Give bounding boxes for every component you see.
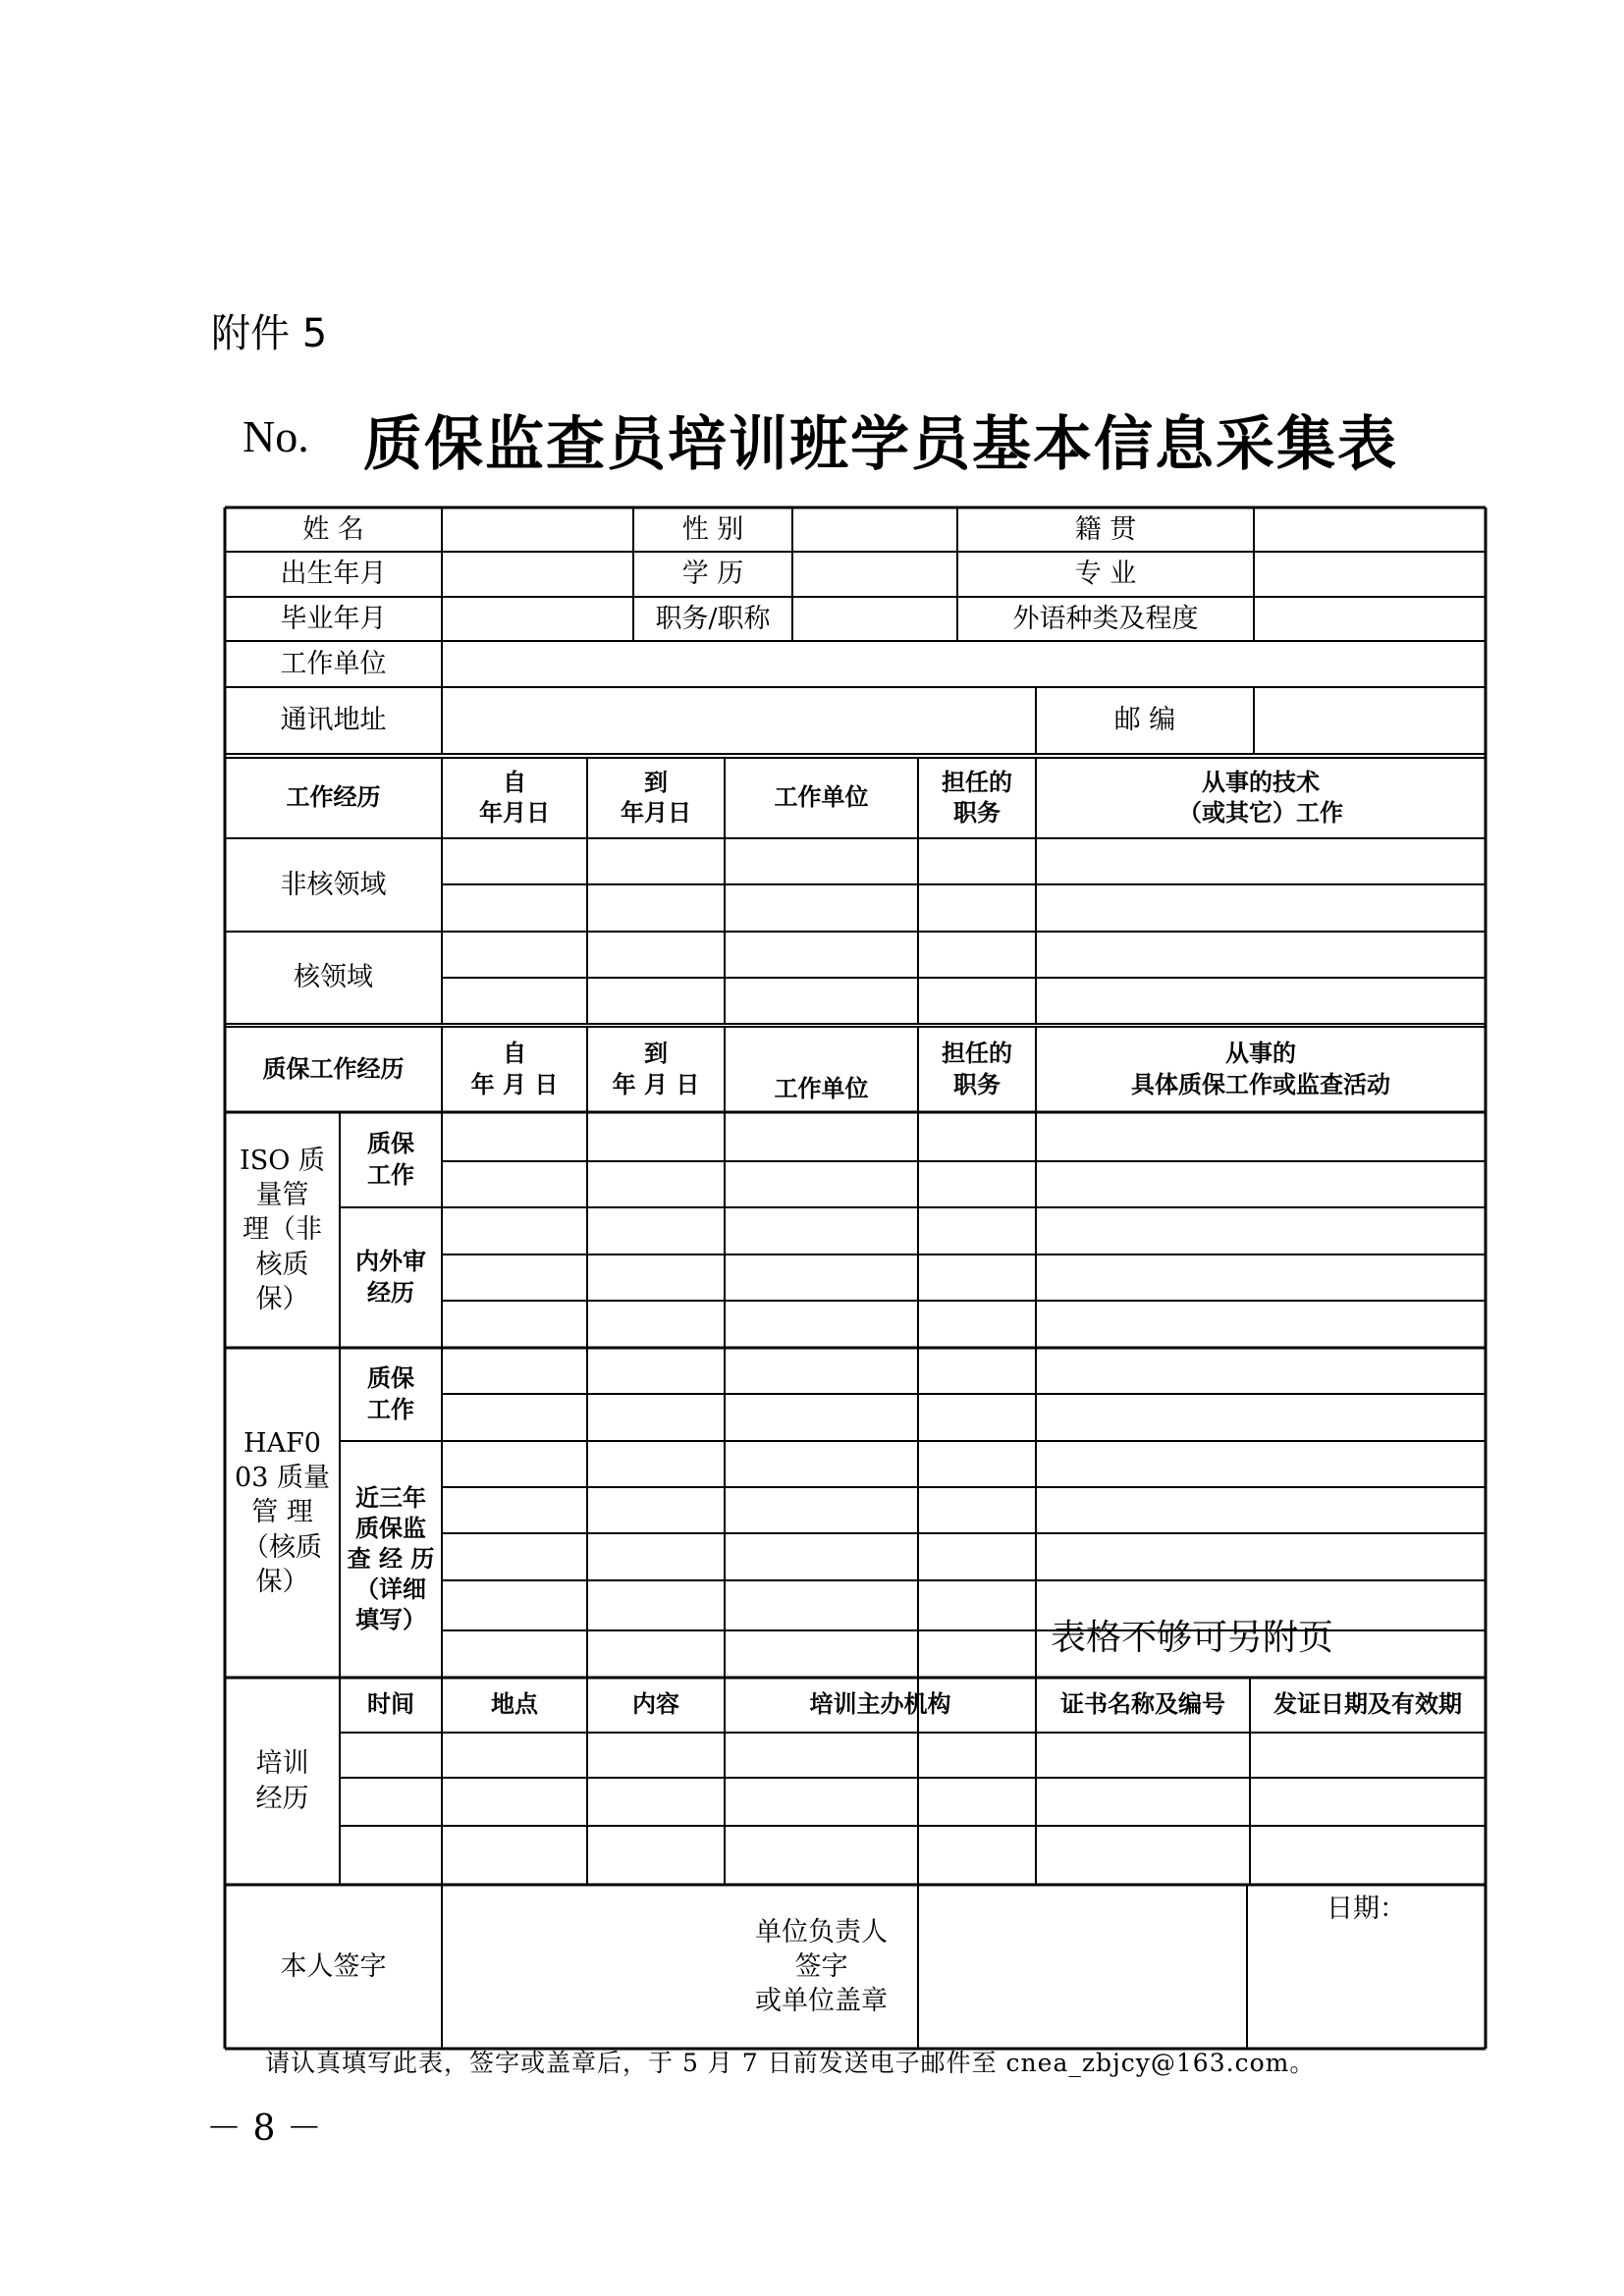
label-foreign-language: 外语种类及程度 — [1012, 603, 1199, 634]
cell-line: 保） — [255, 1283, 309, 1314]
work-tech-header — [1036, 758, 1486, 838]
training-content-header: 内容 — [632, 1690, 679, 1719]
cell-line: 理（非 — [243, 1214, 322, 1246]
cell-line: 质保监 — [355, 1514, 426, 1542]
training-place-header: 地点 — [491, 1690, 538, 1719]
sign-date-field[interactable] — [1247, 1934, 1486, 2049]
cell-line: 自 — [503, 768, 526, 796]
cell-line: 年月日 — [621, 799, 691, 827]
label-graduation-date: 毕业年月 — [280, 603, 387, 634]
cell-line: 担任的 — [942, 768, 1012, 796]
label-training-history — [225, 1678, 340, 1885]
label-native-place: 籍 贯 — [1074, 513, 1137, 545]
label-self-signature: 本人签字 — [280, 1950, 387, 1982]
work-unit-header: 工作单位 — [774, 783, 869, 812]
qa-role-header — [918, 1027, 1036, 1112]
cell-line: 职务 — [953, 1070, 1001, 1098]
cell-line: （核质 — [243, 1531, 322, 1563]
cell-line: 核质 — [255, 1249, 309, 1280]
label-haf003-quality-management — [225, 1348, 340, 1678]
attach-pages-note: 表格不够可另附页 — [1051, 1618, 1334, 1658]
cell-line: 具体质保工作或监查活动 — [1131, 1070, 1390, 1098]
cell-line: 近三年 — [355, 1483, 426, 1512]
cell-line: 量管 — [255, 1180, 309, 1211]
cell-line: 年月日 — [479, 799, 550, 827]
qa-activity-header — [1036, 1027, 1486, 1112]
label-name: 姓 名 — [302, 513, 364, 545]
cell-line: （或其它）工作 — [1178, 799, 1343, 827]
address-field[interactable] — [442, 687, 1036, 754]
form-title: 质保监查员培训班学员基本信息采集表 — [363, 410, 1398, 479]
cell-line: 或单位盖章 — [755, 1986, 888, 2017]
cell-line: 质保 — [367, 1130, 414, 1158]
cell-line: 工作 — [367, 1395, 414, 1423]
label-position-title: 职务/职称 — [655, 603, 771, 634]
label-employer: 工作单位 — [280, 648, 387, 679]
cell-line: 查 经 历 — [347, 1544, 435, 1573]
cell-line: 经历 — [367, 1278, 414, 1307]
label-gender: 性 别 — [681, 513, 744, 545]
cell-line: 管 理 — [251, 1497, 313, 1528]
work-role-header — [918, 758, 1036, 838]
label-iso-quality-management — [225, 1112, 340, 1348]
label-haf-qa-work — [340, 1348, 442, 1441]
cell-line: 担任的 — [942, 1040, 1012, 1068]
cell-line: （详细 — [355, 1575, 426, 1604]
qa-from-header — [442, 1027, 587, 1112]
label-unit-leader-signature — [725, 1885, 918, 2049]
self-signature-field[interactable] — [442, 1885, 725, 2049]
work-history-header: 工作经历 — [286, 783, 381, 812]
label-iso-qa-work — [340, 1112, 442, 1207]
label-nuclear-field: 核领域 — [294, 962, 373, 993]
cell-line: 经历 — [255, 1783, 309, 1814]
cell-line: 职务 — [953, 799, 1001, 827]
position-field[interactable] — [792, 597, 957, 641]
label-non-nuclear-field: 非核领域 — [280, 869, 387, 900]
native-place-field[interactable] — [1254, 507, 1486, 552]
major-field[interactable] — [1254, 552, 1486, 597]
label-address: 通讯地址 — [280, 705, 387, 736]
training-time-header: 时间 — [367, 1690, 414, 1719]
cell-line: 年 月 日 — [612, 1070, 700, 1098]
education-field[interactable] — [792, 552, 957, 597]
training-organizer-header: 培训主办机构 — [809, 1690, 951, 1719]
label-major: 专 业 — [1074, 559, 1137, 590]
cell-line: 到 — [644, 1040, 668, 1068]
gender-field[interactable] — [792, 507, 957, 552]
language-field[interactable] — [1254, 597, 1486, 641]
cell-line: ISO 质 — [240, 1146, 325, 1177]
cell-line: 内外审 — [355, 1248, 426, 1276]
label-sign-date: 日期： — [1326, 1894, 1406, 1925]
postcode-field[interactable] — [1254, 687, 1486, 754]
form-number-label: No. — [243, 411, 309, 461]
graduation-field[interactable] — [442, 597, 633, 641]
cell-line: 自 — [503, 1040, 526, 1068]
label-postcode: 邮 编 — [1113, 705, 1176, 736]
employer-field[interactable] — [442, 641, 1486, 687]
page-number: － 8 － — [206, 2109, 322, 2149]
label-iso-audit-history — [340, 1207, 442, 1348]
cell-line: 培训 — [255, 1748, 309, 1780]
training-issue-date-header: 发证日期及有效期 — [1273, 1690, 1462, 1719]
cell-line: 单位负责人 — [755, 1916, 888, 1948]
cell-line: 保） — [255, 1566, 309, 1597]
qa-unit-header: 工作单位 — [774, 1074, 869, 1102]
cell-line: 填写） — [355, 1606, 426, 1634]
label-haf-audit-history — [340, 1441, 442, 1678]
cell-line: 从事的 — [1225, 1040, 1296, 1068]
label-birth-date: 出生年月 — [280, 559, 387, 590]
label-education: 学 历 — [681, 559, 744, 590]
cell-line: 工作 — [367, 1160, 414, 1189]
leader-signature-field[interactable] — [918, 1885, 1247, 2049]
cell-line: 从事的技术 — [1202, 768, 1320, 796]
attachment-label: 附件 5 — [211, 311, 328, 356]
name-field[interactable] — [442, 507, 633, 552]
cell-line: 签字 — [794, 1950, 848, 1982]
qa-history-header: 质保工作经历 — [262, 1054, 405, 1083]
submission-instructions: 请认真填写此表，签字或盖章后，于 5 月 7 日前发送电子邮件至 cnea_zbjcy@163.com。 — [265, 2049, 1316, 2077]
cell-line: 到 — [644, 768, 668, 796]
cell-line: 年 月 日 — [470, 1070, 559, 1098]
work-to-header — [587, 758, 725, 838]
birth-field[interactable] — [442, 552, 633, 597]
cell-line: HAF0 — [244, 1428, 321, 1460]
cell-line: 03 质量 — [235, 1463, 330, 1494]
training-certificate-header: 证书名称及编号 — [1060, 1690, 1225, 1719]
cell-line: 质保 — [367, 1364, 414, 1393]
qa-to-header — [587, 1027, 725, 1112]
work-from-header — [442, 758, 587, 838]
